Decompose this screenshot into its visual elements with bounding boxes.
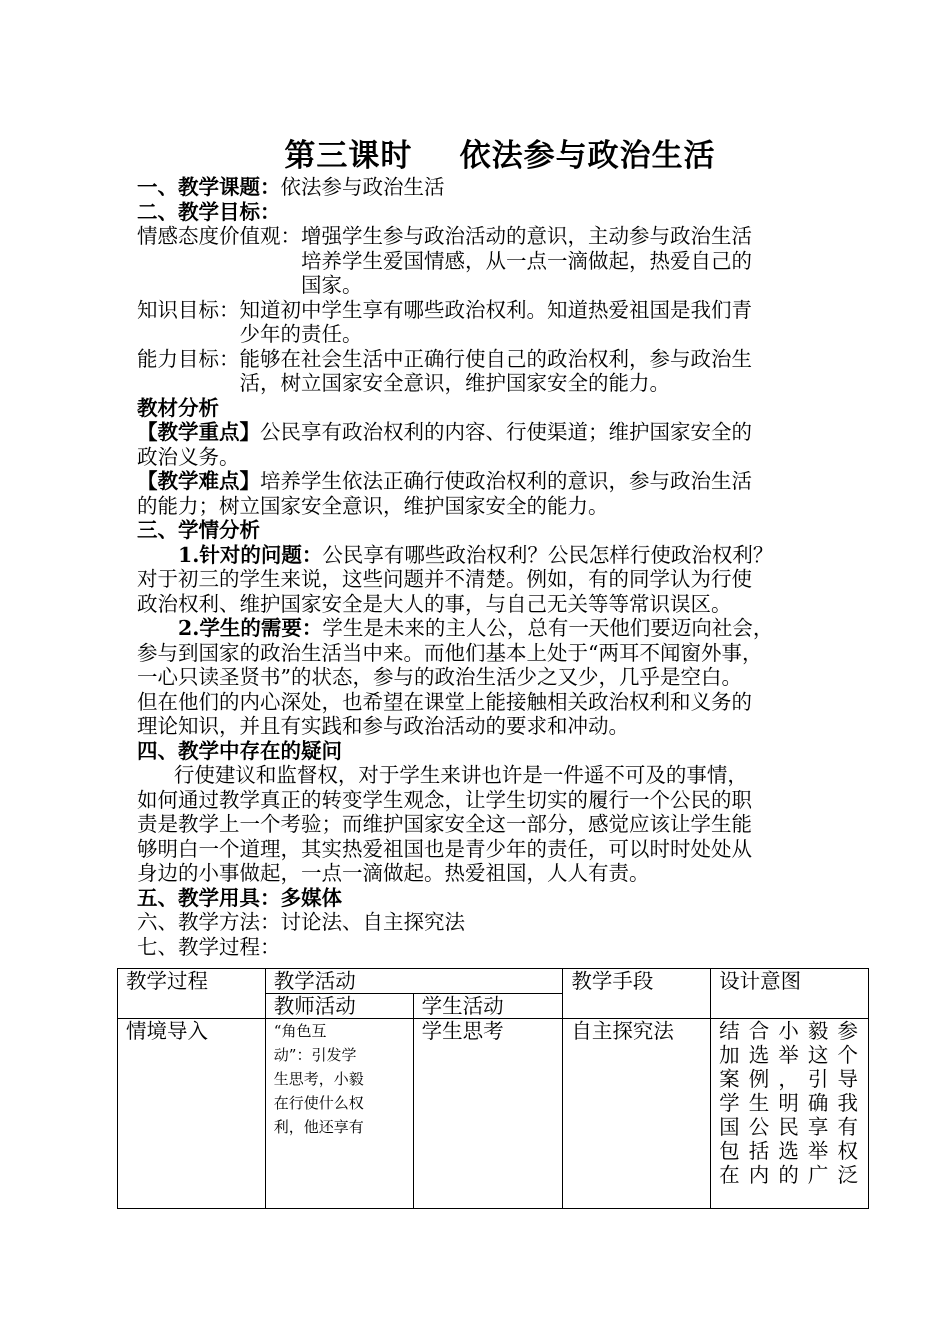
learner-problem-line: 政治权利、维护国家安全是大人的事，与自己无关等等常识误区。 xyxy=(137,591,732,616)
intent-line: 案例，引导 xyxy=(719,1067,860,1091)
intent-line: 结合小毅参 xyxy=(719,1019,860,1043)
cell-intent xyxy=(711,1019,869,1209)
section-learner-heading: 三、学情分析 xyxy=(137,518,260,542)
learner-need-line: 一心只读圣贤书”的状态，参与的政治生活少之又少，几乎是空白。 xyxy=(137,665,742,689)
cell-student: 学生思考 xyxy=(413,1019,563,1209)
learner-need-line: 理论知识，并且有实践和参与政治活动的要求和冲动。 xyxy=(137,714,629,738)
intent-line: 学生明确我 xyxy=(719,1091,860,1115)
goal-knowledge-line: 少年的责任。 xyxy=(239,322,363,346)
table-header-row xyxy=(118,969,869,994)
section-topic xyxy=(137,175,862,200)
teacher-line: 利，他还享有 xyxy=(273,1118,364,1136)
questions-line: 够明白一个道理，其实热爱祖国也是青少年的责任，可以时时处处从 xyxy=(137,836,752,861)
difficult-point-cont: 的能力；树立国家安全意识，维护国家安全的能力。 xyxy=(137,493,609,518)
key-point xyxy=(137,420,862,445)
learner-problem xyxy=(137,543,862,568)
process-table xyxy=(117,968,869,1209)
section-goals-heading: 二、教学目标： xyxy=(137,199,281,224)
goal-ability-line: 能够在社会生活中正确行使自己的政治权利，参与政治生 xyxy=(239,346,752,371)
goal-emotion-line: 国家。 xyxy=(301,273,363,297)
header-process: 教学过程 xyxy=(118,969,266,1019)
key-point-text: 公民享有政治权利的内容、行使渠道；维护国家安全的 xyxy=(260,420,752,444)
teacher-line: 在行使什么权 xyxy=(273,1094,364,1112)
learner-problem-text: 公民享有哪些政治权利？公民怎样行使政治权利？ xyxy=(322,542,774,567)
goal-emotion-line: 增强学生参与政治活动的意识，主动参与政治生活 xyxy=(301,224,752,248)
learner-need-line: 但在他们的内心深处，也希望在课堂上能接触相关政治权利和义务的 xyxy=(137,689,752,714)
cell-teacher xyxy=(265,1019,413,1209)
questions-line: 身边的小事做起，一点一滴做起。热爱祖国，人人有责。 xyxy=(137,861,650,885)
questions-line: 如何通过教学真正的转变学生观念，让学生切实的履行一个公民的职 xyxy=(137,787,752,812)
questions-line: 行使建议和监督权，对于学生来讲也许是一件遥不可及的事情， xyxy=(173,763,748,787)
difficult-point-text: 培养学生依法正确行使政治权利的意识，参与政治生活 xyxy=(260,469,752,493)
teacher-line: 生思考，小毅 xyxy=(273,1070,364,1088)
intent-line: 包括选举权 xyxy=(719,1139,860,1163)
table-row xyxy=(118,1019,869,1209)
learner-need-line: 参与到国家的政治生活当中来。而他们基本上处于“两耳不闻窗外事， xyxy=(137,640,763,665)
intent-line: 加选举这个 xyxy=(719,1043,860,1067)
goal-knowledge-line: 知道初中学生享有哪些政治权利。知道热爱祖国是我们青 xyxy=(239,297,752,322)
learner-need xyxy=(137,616,862,641)
header-teacher: 教师活动 xyxy=(265,994,413,1019)
section-process: 七、教学过程： xyxy=(137,934,281,959)
analysis-heading: 教材分析 xyxy=(137,395,219,420)
section-methods: 六、教学方法：讨论法、自主探究法 xyxy=(137,910,465,934)
learner-need-label: 2.学生的需要： xyxy=(178,616,323,640)
goal-knowledge xyxy=(137,298,862,347)
cell-means: 自主探究法 xyxy=(563,1019,711,1209)
section-topic-text: 依法参与政治生活 xyxy=(280,175,445,199)
goal-ability-line: 活，树立国家安全意识，维护国家安全的能力。 xyxy=(239,371,670,395)
questions-line: 责是教学上一个考验；而维护国家安全这一部分，感觉应该让学生能 xyxy=(137,812,752,836)
header-intent: 设计意图 xyxy=(711,969,869,1019)
key-point-label: 【教学重点】 xyxy=(137,420,260,444)
learner-problem-label: 1.针对的问题： xyxy=(178,542,323,567)
teacher-line: “角色互 xyxy=(273,1022,327,1040)
header-means: 教学手段 xyxy=(563,969,711,1019)
goal-emotion-line: 培养学生爱国情感，从一点一滴做起，热爱自己的 xyxy=(301,248,752,273)
cell-process: 情境导入 xyxy=(118,1019,266,1209)
learner-problem-line: 对于初三的学生来说，这些问题并不清楚。例如，有的同学认为行使 xyxy=(137,567,752,591)
section-topic-label: 一、教学课题： xyxy=(137,175,281,199)
goal-ability-label: 能力目标： xyxy=(137,346,240,371)
intent-line: 国公民享有 xyxy=(719,1115,860,1139)
header-activity: 教学活动 xyxy=(265,969,563,994)
goal-knowledge-label: 知识目标： xyxy=(137,297,240,322)
section-questions-heading: 四、教学中存在的疑问 xyxy=(137,738,342,763)
goal-ability xyxy=(137,347,862,396)
document-body xyxy=(137,175,862,959)
header-student: 学生活动 xyxy=(413,994,563,1019)
intent-line: 在内的广泛 xyxy=(719,1163,860,1187)
goal-emotion-label: 情感态度价值观： xyxy=(137,224,301,248)
goal-emotion xyxy=(137,224,862,298)
difficult-point xyxy=(137,469,862,494)
page-title: 第三课时 依法参与政治生活 xyxy=(284,138,716,174)
section-tools: 五、教学用具：多媒体 xyxy=(137,885,342,910)
learner-need-text: 学生是未来的主人公，总有一天他们要迈向社会， xyxy=(322,616,774,640)
teacher-line: 动”：引发学 xyxy=(273,1046,357,1064)
difficult-point-label: 【教学难点】 xyxy=(137,469,260,493)
key-point-cont: 政治义务。 xyxy=(137,444,240,469)
